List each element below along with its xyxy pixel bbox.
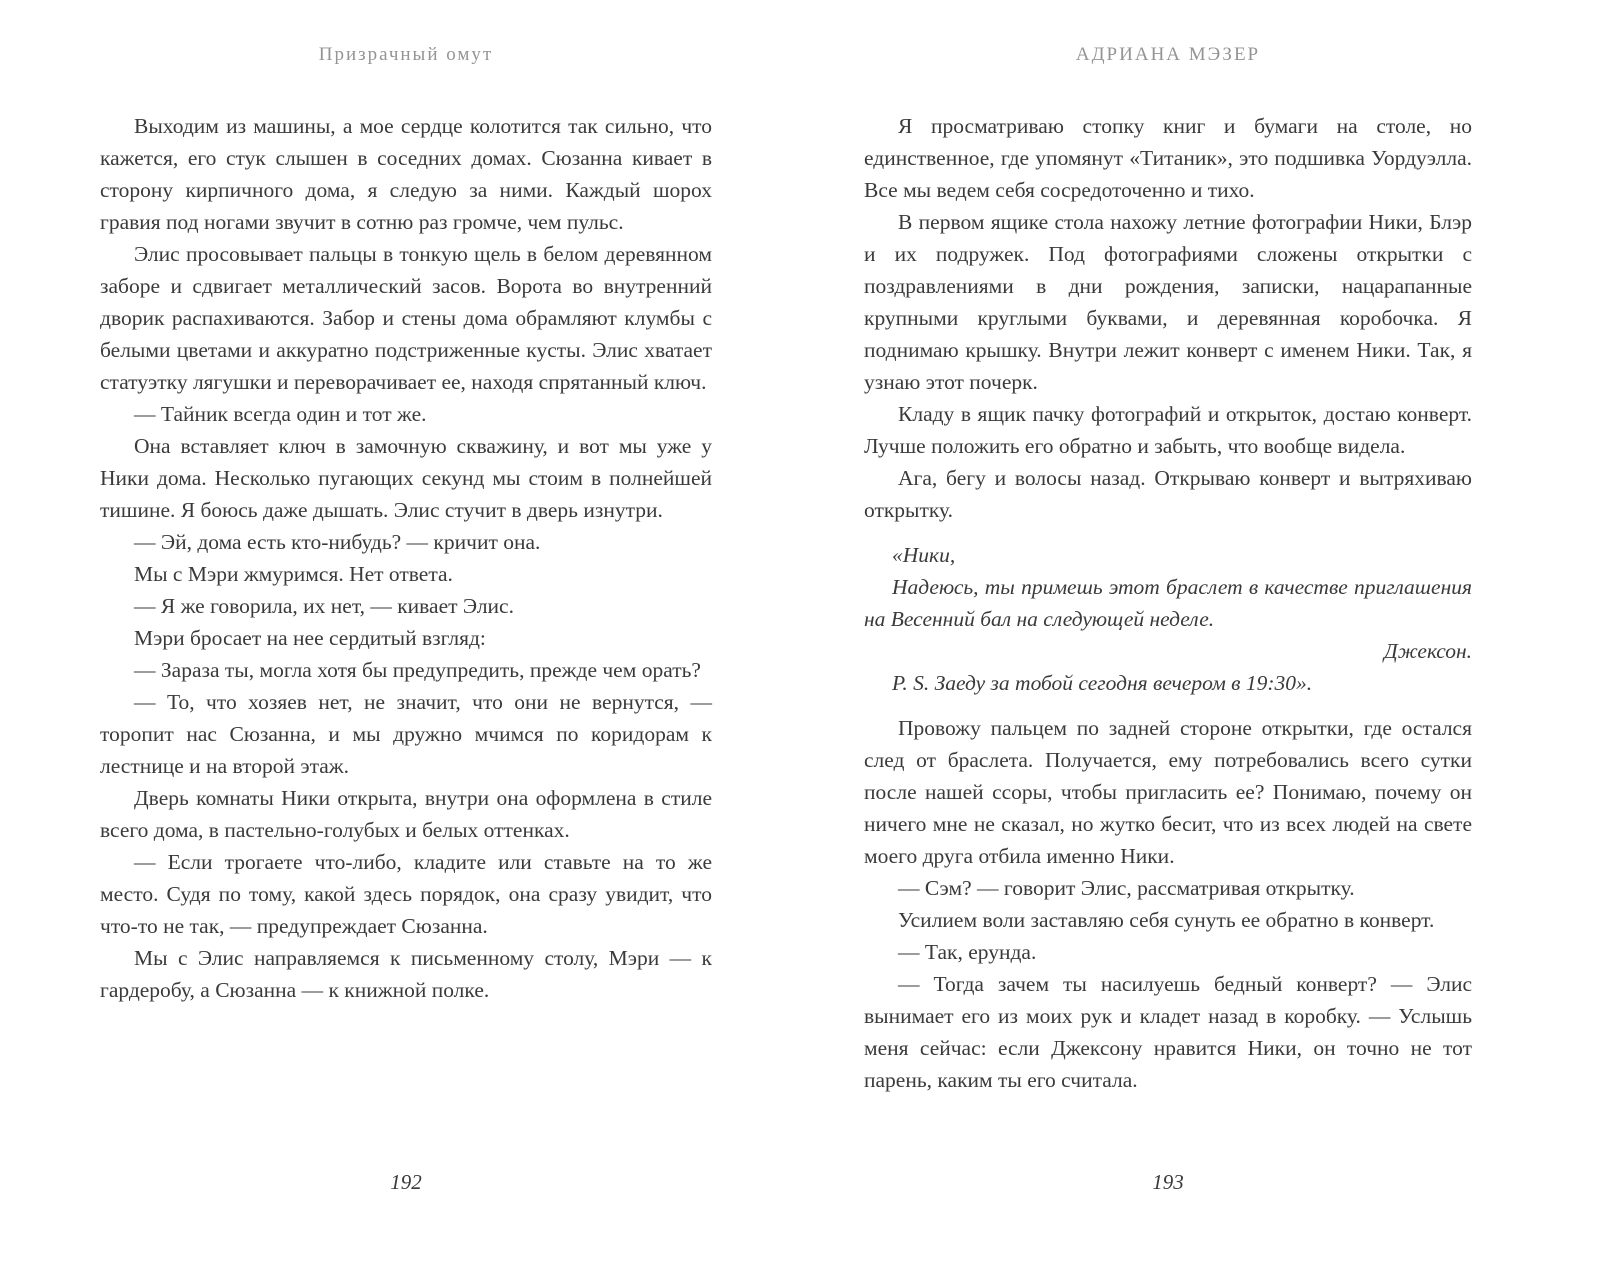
paragraph: — Я же говорила, их нет, — кивает Элис. [134, 594, 514, 618]
paragraph: — Зараза ты, могла хотя бы предупредить, прежде чем орать? [134, 658, 701, 682]
page-left [100, 0, 712, 1280]
page-body-right [864, 110, 1472, 1096]
paragraph: — Тайник всегда один и тот же. [134, 402, 427, 426]
paragraph: — Сэм? — говорит Элис, рассматривая открытку. [898, 876, 1355, 900]
letter-line: «Ники, [892, 543, 956, 567]
paragraph: Мы с Мэри жмуримся. Нет ответа. [134, 562, 453, 586]
paragraph: Мэри бросает на нее сердитый взгляд: [134, 626, 486, 650]
letter-line: Надеюсь, ты примешь этот браслет в качестве приглашения на Весенний бал на следующей неделе. [864, 575, 1472, 631]
page-number-right: 193 [1152, 1170, 1184, 1194]
page-right [864, 0, 1472, 1280]
paragraph: Я просматриваю стопку книг и бумаги на столе, но единственное, где упомянут «Титаник», это подшивка Уордуэлла. Все мы ведем себя сосредоточенно и тихо. [864, 114, 1472, 202]
paragraph: — Эй, дома есть кто-нибудь? — кричит она. [134, 530, 541, 554]
paragraph: Она вставляет ключ в замочную скважину, и вот мы уже у Ники дома. Несколько пугающих секунд мы стоим в полнейшей тишине. Я боюсь даже дышать. Элис стучит в дверь изнутри. [100, 434, 712, 522]
paragraph: — То, что хозяев нет, не значит, что они не вернутся, — торопит нас Сюзанна, и мы дружно мчимся по коридорам к лестнице и на второй этаж. [100, 690, 712, 778]
paragraph: В первом ящике стола нахожу летние фотографии Ники, Блэр и их подружек. Под фотографиями сложены открытки с поздравлениями в дни рождения, записки, нацарапанные крупными круглыми буквами, и деревянная коробочка. Я поднимаю крышку. Внутри лежит конверт с именем Ники. Так, я узнаю этот почерк. [864, 210, 1472, 394]
running-head-book-title: Призрачный омут [318, 44, 494, 65]
running-head-author-name: АДРИАНА МЭЗЕР [1075, 44, 1261, 65]
paragraph: Ага, бегу и волосы назад. Открываю конверт и вытряхиваю открытку. [864, 466, 1472, 522]
paragraph: Провожу пальцем по задней стороне открытки, где остался след от браслета. Получается, ему потребовались всего сутки после нашей ссоры, чтобы пригласить ее? Понимаю, почему он ничего мне не сказал, но жутко бесит, что из всех людей на свете моего друга отбила именно Ники. [864, 716, 1472, 868]
paragraph: Кладу в ящик пачку фотографий и открыток, достаю конверт. Лучше положить его обратно и забыть, что вообще видела. [864, 402, 1472, 458]
paragraph: Выходим из машины, а мое сердце колотится так сильно, что кажется, его стук слышен в соседних домах. Сюзанна кивает в сторону кирпичного дома, я следую за ними. Каждый шорох гравия под ногами звучит в сотню раз громче, чем пульс. [100, 114, 712, 234]
paragraph: Усилием воли заставляю себя сунуть ее обратно в конверт. [898, 908, 1435, 932]
paragraph: Дверь комнаты Ники открыта, внутри она оформлена в стиле всего дома, в пастельно-голубых и белых оттенках. [100, 786, 712, 842]
paragraph: Элис просовывает пальцы в тонкую щель в белом деревянном заборе и сдвигает металлический засов. Ворота во внутренний дворик распахиваются. Забор и стены дома обрамляют клумбы с белыми цветами и аккуратно подстриженные кусты. Элис хватает статуэтку лягушки и переворачивает ее, находя спрятанный ключ. [100, 242, 712, 394]
page-body-left [100, 110, 712, 1006]
paragraph: Мы с Элис направляемся к письменному столу, Мэри — к гардеробу, а Сюзанна — к книжной полке. [100, 946, 712, 1002]
letter-quote-block [864, 539, 1472, 699]
page-number-left: 192 [390, 1170, 422, 1194]
paragraph: — Если трогаете что-либо, кладите или ставьте на то же место. Судя по тому, какой здесь порядок, она сразу увидит, что что-то не так, — предупреждает Сюзанна. [100, 850, 712, 938]
paragraph: — Тогда зачем ты насилуешь бедный конверт? — Элис вынимает его из моих рук и кладет назад в коробку. — Услышь меня сейчас: если Джексону нравится Ники, он точно не тот парень, каким ты его считала. [864, 972, 1472, 1092]
letter-line: P. S. Заеду за тобой сегодня вечером в 19:30». [892, 671, 1313, 695]
paragraph: — Так, ерунда. [898, 940, 1037, 964]
letter-signature: Джексон. [1384, 639, 1472, 663]
